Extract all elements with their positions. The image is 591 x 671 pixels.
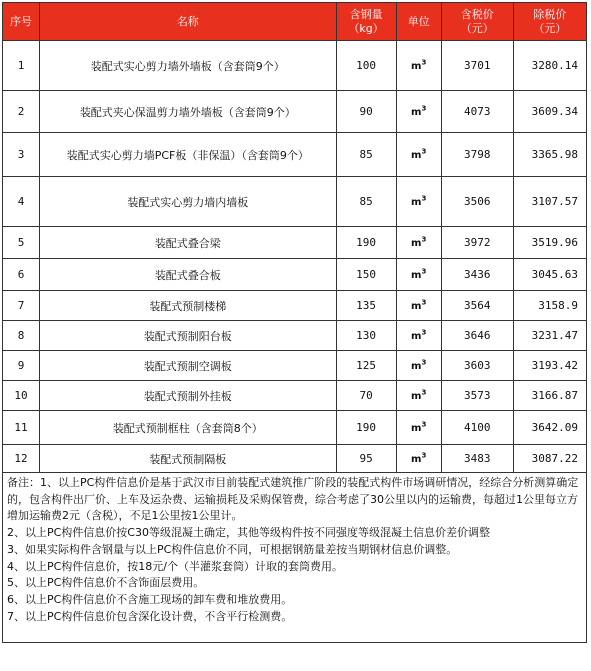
row-ex-tax-price: 3045.63 xyxy=(513,259,586,291)
row-name: 装配式预制隔板 xyxy=(40,445,337,473)
remark-line: 2、以上PC构件信息价按C30等级混凝土确定，其他等级构件按不同强度等级混凝土信息价差价调整 xyxy=(7,526,490,540)
unit-base: m xyxy=(411,270,422,282)
row-steel: 190 xyxy=(336,227,396,259)
row-steel: 70 xyxy=(336,381,396,411)
row-name: 装配式预制楼梯 xyxy=(40,291,337,321)
remark-line: 备注：1、以上PC构件信息价是基于武汉市目前装配式建筑推广阶段的装配式构件市场调研情况，经综合分析测算确定的，包含构件出厂价、上车及运杂费、运输损耗及采购保管费，综合考虑了30公里以内的运输费，每超过1公里每立方增加运输费2元（含税），不足1公里按1公里计。 xyxy=(7,476,579,523)
row-name: 装配式预制阳台板 xyxy=(40,321,337,351)
row-unit xyxy=(396,41,441,91)
row-ex-tax-price: 3087.22 xyxy=(513,445,586,473)
row-unit xyxy=(396,321,441,351)
row-seq: 3 xyxy=(3,133,40,177)
unit-cubic-meter xyxy=(411,267,427,282)
unit-base: m xyxy=(411,331,422,343)
unit-base: m xyxy=(411,61,422,73)
row-unit xyxy=(396,381,441,411)
row-unit xyxy=(396,411,441,445)
row-unit xyxy=(396,227,441,259)
unit-exponent: 3 xyxy=(421,298,427,307)
row-tax-price: 3798 xyxy=(441,133,513,177)
row-ex-tax-price: 3193.42 xyxy=(513,351,586,381)
row-ex-tax-price: 3280.14 xyxy=(513,41,586,91)
header-unit: 单位 xyxy=(396,3,441,41)
unit-cubic-meter xyxy=(411,194,427,209)
row-seq: 5 xyxy=(3,227,40,259)
unit-exponent: 3 xyxy=(421,388,427,397)
row-name: 装配式叠合梁 xyxy=(40,227,337,259)
unit-cubic-meter xyxy=(411,58,427,73)
row-seq: 12 xyxy=(3,445,40,473)
row-seq: 9 xyxy=(3,351,40,381)
row-name: 装配式夹心保温剪力墙外墙板（含套筒9个） xyxy=(40,91,337,133)
row-ex-tax-price: 3609.34 xyxy=(513,91,586,133)
table-row xyxy=(3,411,587,445)
row-tax-price: 3483 xyxy=(441,445,513,473)
table-row xyxy=(3,321,587,351)
row-tax-price: 3701 xyxy=(441,41,513,91)
unit-cubic-meter xyxy=(411,420,427,435)
row-tax-price: 3603 xyxy=(441,351,513,381)
row-seq: 8 xyxy=(3,321,40,351)
unit-base: m xyxy=(411,454,422,466)
unit-cubic-meter xyxy=(411,358,427,373)
row-tax-price: 3646 xyxy=(441,321,513,351)
row-seq: 7 xyxy=(3,291,40,321)
row-name: 装配式实心剪力墙内墙板 xyxy=(40,177,337,227)
unit-exponent: 3 xyxy=(421,420,427,429)
remark-line: 3、如果实际构件含钢量与以上PC构件信息价不同，可根据钢筋量差按当期钢材信息价调整。 xyxy=(7,542,458,556)
row-ex-tax-price: 3519.96 xyxy=(513,227,586,259)
row-tax-price: 4073 xyxy=(441,91,513,133)
header-steel: 含钢量 （kg） xyxy=(336,3,396,41)
table-body xyxy=(3,41,587,473)
remarks-box xyxy=(2,473,587,643)
table-row xyxy=(3,177,587,227)
unit-exponent: 3 xyxy=(421,267,427,276)
row-tax-price: 3436 xyxy=(441,259,513,291)
row-seq: 1 xyxy=(3,41,40,91)
remark-line: 4、以上PC构件信息价，按18元/个（半灌浆套筒）计取的套筒费用。 xyxy=(7,559,344,573)
unit-cubic-meter xyxy=(411,298,427,313)
unit-base: m xyxy=(411,301,422,313)
row-unit xyxy=(396,259,441,291)
header-tax-price: 含税价 （元） xyxy=(441,3,513,41)
row-tax-price: 3564 xyxy=(441,291,513,321)
table-row xyxy=(3,445,587,473)
unit-base: m xyxy=(411,423,422,435)
unit-base: m xyxy=(411,391,422,403)
table-row xyxy=(3,381,587,411)
table-row xyxy=(3,259,587,291)
price-table xyxy=(2,2,587,473)
table-row xyxy=(3,351,587,381)
table-row xyxy=(3,291,587,321)
unit-exponent: 3 xyxy=(421,194,427,203)
row-unit xyxy=(396,177,441,227)
row-seq: 2 xyxy=(3,91,40,133)
row-unit xyxy=(396,291,441,321)
unit-cubic-meter xyxy=(411,104,427,119)
row-tax-price: 4100 xyxy=(441,411,513,445)
row-steel: 100 xyxy=(336,41,396,91)
row-seq: 10 xyxy=(3,381,40,411)
row-name: 装配式预制框柱（含套筒8个） xyxy=(40,411,337,445)
unit-exponent: 3 xyxy=(421,104,427,113)
row-ex-tax-price: 3365.98 xyxy=(513,133,586,177)
unit-exponent: 3 xyxy=(421,58,427,67)
row-unit xyxy=(396,133,441,177)
row-ex-tax-price: 3166.87 xyxy=(513,381,586,411)
row-tax-price: 3506 xyxy=(441,177,513,227)
row-unit xyxy=(396,351,441,381)
remark-line: 7、以上PC构件信息价包含深化设计费，不含平行检测费。 xyxy=(7,609,293,623)
unit-base: m xyxy=(411,107,422,119)
row-name: 装配式实心剪力墙PCF板（非保温）（含套筒9个） xyxy=(40,133,337,177)
table-row xyxy=(3,41,587,91)
row-tax-price: 3972 xyxy=(441,227,513,259)
row-ex-tax-price: 3642.09 xyxy=(513,411,586,445)
header-ex-tax-price: 除税价 （元） xyxy=(513,3,586,41)
unit-exponent: 3 xyxy=(421,328,427,337)
unit-base: m xyxy=(411,150,422,162)
row-steel: 135 xyxy=(336,291,396,321)
unit-exponent: 3 xyxy=(421,358,427,367)
header-seq: 序号 xyxy=(3,3,40,41)
row-tax-price: 3573 xyxy=(441,381,513,411)
row-seq: 11 xyxy=(3,411,40,445)
row-name: 装配式叠合板 xyxy=(40,259,337,291)
table-row xyxy=(3,91,587,133)
row-steel: 85 xyxy=(336,133,396,177)
row-name: 装配式实心剪力墙外墙板（含套筒9个） xyxy=(40,41,337,91)
remark-line: 5、以上PC构件信息价不含饰面层费用。 xyxy=(7,576,205,590)
price-table-sheet xyxy=(2,2,587,643)
remark-line: 6、以上PC构件信息价不含施工现场的卸车费和堆放费用。 xyxy=(7,592,293,606)
row-unit xyxy=(396,445,441,473)
table-row xyxy=(3,227,587,259)
row-steel: 85 xyxy=(336,177,396,227)
unit-base: m xyxy=(411,197,422,209)
unit-cubic-meter xyxy=(411,328,427,343)
unit-cubic-meter xyxy=(411,147,427,162)
table-header xyxy=(3,3,587,41)
row-name: 装配式预制外挂板 xyxy=(40,381,337,411)
row-unit xyxy=(396,91,441,133)
row-steel: 95 xyxy=(336,445,396,473)
unit-exponent: 3 xyxy=(421,235,427,244)
row-steel: 130 xyxy=(336,321,396,351)
row-seq: 6 xyxy=(3,259,40,291)
unit-cubic-meter xyxy=(411,388,427,403)
unit-cubic-meter xyxy=(411,451,427,466)
unit-exponent: 3 xyxy=(421,451,427,460)
row-steel: 150 xyxy=(336,259,396,291)
row-steel: 125 xyxy=(336,351,396,381)
unit-base: m xyxy=(411,361,422,373)
row-ex-tax-price: 3158.9 xyxy=(513,291,586,321)
row-steel: 190 xyxy=(336,411,396,445)
unit-base: m xyxy=(411,238,422,250)
header-name: 名称 xyxy=(40,3,337,41)
row-ex-tax-price: 3107.57 xyxy=(513,177,586,227)
unit-exponent: 3 xyxy=(421,147,427,156)
row-steel: 90 xyxy=(336,91,396,133)
table-row xyxy=(3,133,587,177)
row-ex-tax-price: 3231.47 xyxy=(513,321,586,351)
row-seq: 4 xyxy=(3,177,40,227)
unit-cubic-meter xyxy=(411,235,427,250)
row-name: 装配式预制空调板 xyxy=(40,351,337,381)
